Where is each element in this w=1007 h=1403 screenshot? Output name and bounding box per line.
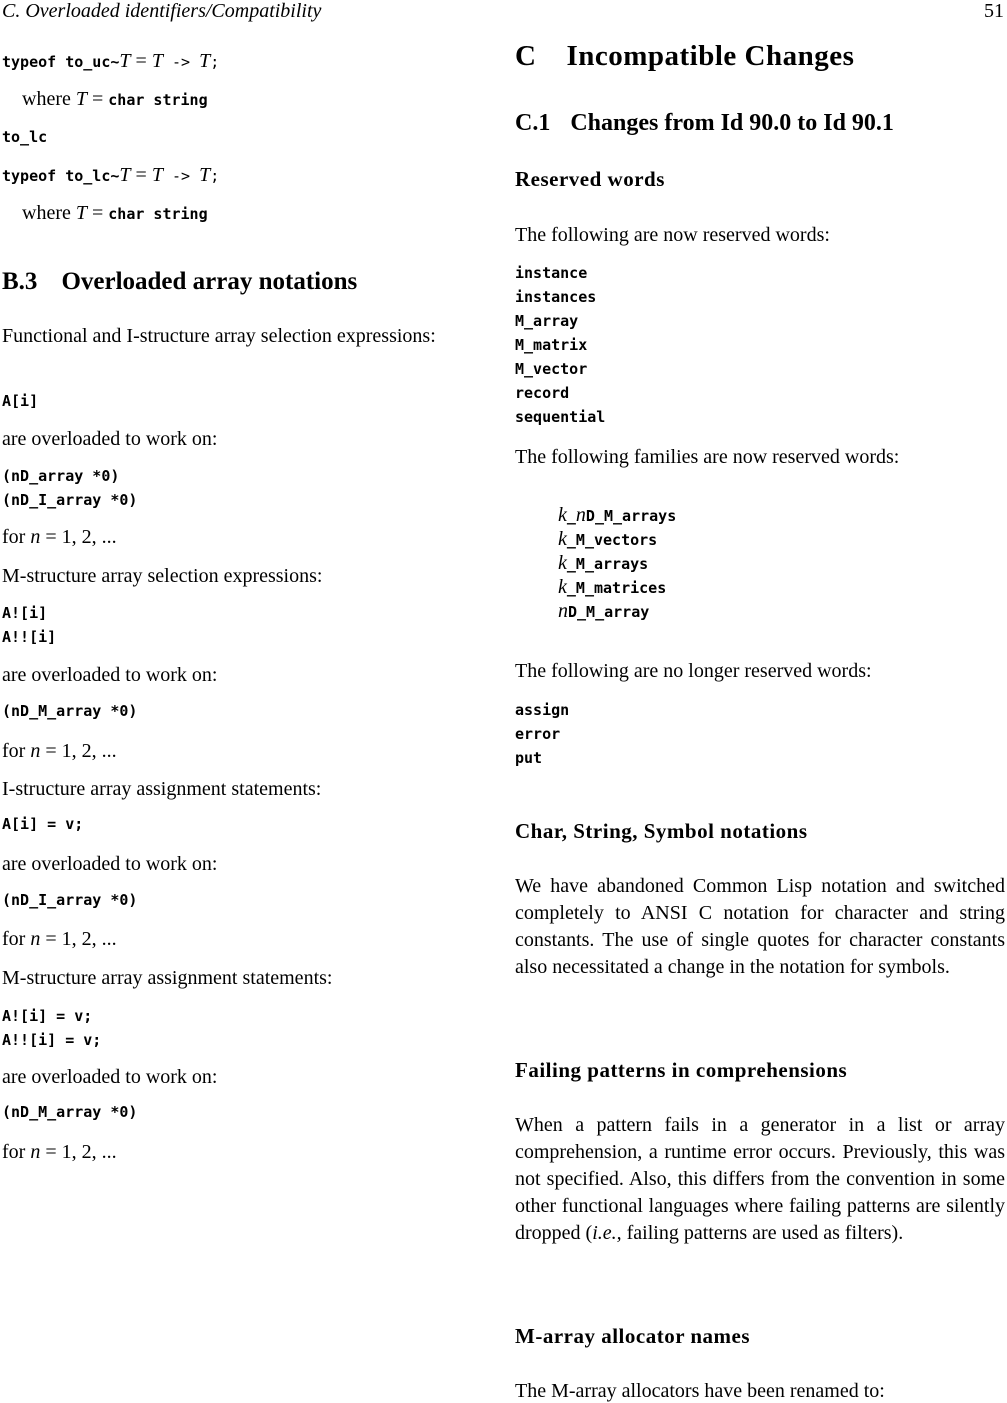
reserved-words-heading: Reserved words (515, 167, 665, 191)
char-string-heading: Char, String, Symbol notations (515, 819, 808, 843)
paragraph-selection-expressions: Functional and I-structure array selection expressions: (2, 325, 436, 347)
families-list (558, 503, 676, 623)
list-item: put (515, 749, 543, 767)
no-longer-intro: The following are no longer reserved words: (515, 660, 872, 682)
paragraph-overloaded-1: are overloaded to work on: (2, 428, 218, 450)
for-n-3: for n = 1, 2, ... (2, 928, 117, 950)
list-item: k_M_vectors (558, 528, 658, 550)
chapter-c-heading: C Incompatible Changes (515, 40, 855, 72)
to-lc-name: to_lc (2, 128, 48, 146)
failing-patterns-heading: Failing patterns in comprehensions (515, 1058, 848, 1082)
for-n-4: for n = 1, 2, ... (2, 1141, 117, 1163)
families-intro: The following families are now reserved words: (515, 446, 900, 468)
running-header-title: C. Overloaded identifiers/Compatibility (2, 0, 322, 22)
code-block-nd-arrays: (nD_array *0) (nD_I_array *0) (2, 467, 138, 509)
char-string-paragraph: We have abandoned Common Lisp notation and switched completely to ANSI C notation for character and string constants. The use of single quotes for character constants also necessitated a change in the notation for symbols. (515, 875, 1005, 978)
code-block-m-assign: A![i] = v; A!![i] = v; (2, 1007, 102, 1049)
page-number: 51 (984, 0, 1004, 22)
section-c1-heading: C.1 Changes from Id 90.0 to Id 90.1 (515, 110, 894, 136)
allocator-names-heading: M-array allocator names (515, 1324, 751, 1348)
to-uc-where: where T = char string (22, 88, 208, 110)
allocator-paragraph: The M-array allocators have been renamed to: (515, 1380, 885, 1402)
no-longer-list (515, 698, 569, 770)
paragraph-i-assignment: I-structure array assignment statements: (2, 778, 322, 800)
list-item: k_M_matrices (558, 576, 667, 598)
code-nd-m-array-2: (nD_M_array *0) (2, 1103, 138, 1121)
code-nd-m-array-1: (nD_M_array *0) (2, 702, 138, 720)
list-item: error (515, 725, 561, 743)
list-item: record (515, 384, 570, 402)
code-block-m-selection: A![i] A!![i] (2, 604, 57, 646)
reserved-intro: The following are now reserved words: (515, 224, 830, 246)
list-item: k_M_arrays (558, 552, 649, 574)
to-lc-signature: typeof to_lc~T = T -> T; (2, 164, 220, 186)
list-item: instance (515, 264, 588, 282)
paragraph-overloaded-4: are overloaded to work on: (2, 1066, 218, 1088)
list-item: sequential (515, 408, 606, 426)
list-item: M_matrix (515, 336, 588, 354)
code-nd-i-array: (nD_I_array *0) (2, 891, 138, 909)
paragraph-overloaded-3: are overloaded to work on: (2, 853, 218, 875)
list-item: M_array (515, 312, 579, 330)
for-n-1: for n = 1, 2, ... (2, 526, 117, 548)
code-a-i-assign: A[i] = v; (2, 815, 84, 833)
paragraph-overloaded-2: are overloaded to work on: (2, 664, 218, 686)
list-item: k_nD_M_arrays (558, 504, 677, 526)
to-uc-signature: typeof to_uc~T = T -> T; (2, 50, 220, 72)
list-item: instances (515, 288, 597, 306)
for-n-2: for n = 1, 2, ... (2, 740, 117, 762)
paragraph-m-assignment: M-structure array assignment statements: (2, 967, 333, 989)
failing-patterns-paragraph: When a pattern fails in a generator in a list or array comprehension, a runtime error occurs. Previously, this was not specified. Also, this differs from the convention in some other functional languages where failing patterns are silently dropped (i.e., failing patterns are used as filters). (515, 1114, 1005, 1244)
list-item: assign (515, 701, 570, 719)
to-lc-where: where T = char string (22, 202, 208, 224)
reserved-word-list (515, 261, 605, 429)
code-a-i: A[i] (2, 392, 39, 410)
section-b3-heading: B.3 Overloaded array notations (2, 268, 358, 295)
list-item: M_vector (515, 360, 588, 378)
list-item: nD_M_array (558, 600, 650, 622)
paragraph-m-selection: M-structure array selection expressions: (2, 565, 323, 587)
